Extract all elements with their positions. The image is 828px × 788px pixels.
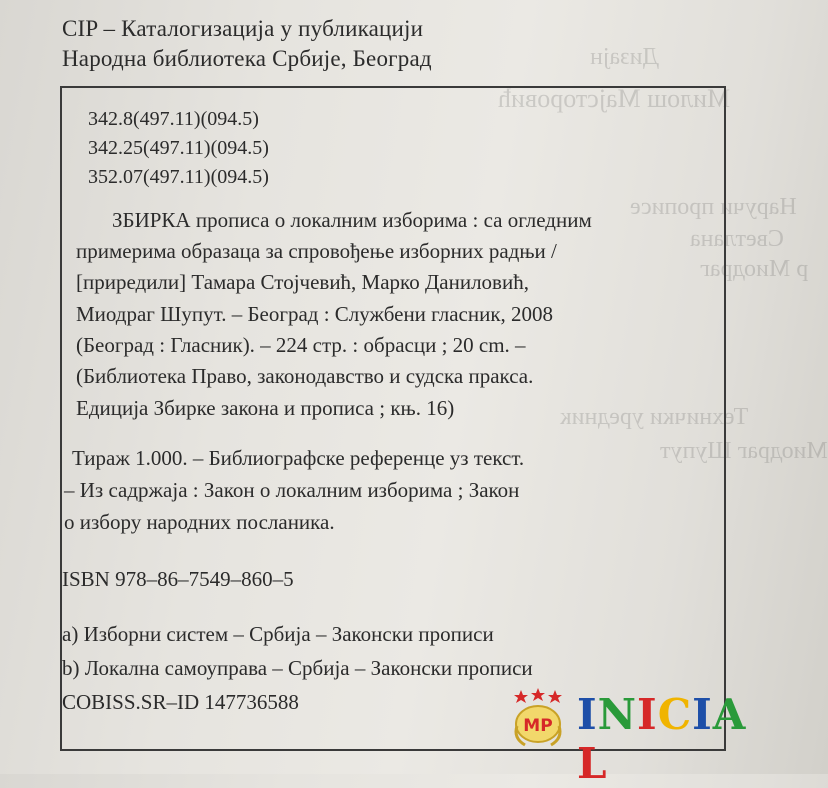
- inicial-wordmark: [577, 690, 775, 788]
- cip-header-library: Народна библиотека Србије, Београд: [62, 46, 432, 71]
- ghost-text-6: Технички уредник: [560, 404, 749, 430]
- description-line-5: (Београд : Гласник). – 224 стр. : обрасци ; 20 cm. –: [76, 333, 526, 357]
- inicial-logo: [505, 688, 775, 788]
- udc-line-3: 352.07(497.11)(094.5): [88, 166, 269, 188]
- logo-letter-1: I: [577, 690, 598, 739]
- subject-line-2: b) Локална самоуправа – Србија – Законски прописи: [62, 656, 533, 680]
- mp-badge-icon: [505, 688, 571, 748]
- notes-line-2: – Из садржаја : Закон о локалним изборима ; Закон: [64, 478, 520, 502]
- description-line-4: Миодраг Шупут. – Београд : Службени гласник, 2008: [76, 302, 554, 326]
- logo-letter-5: I: [692, 690, 713, 739]
- description-line-3: [приредили] Тамара Стојчевић, Марко Даниловић,: [76, 270, 529, 294]
- logo-letter-7: L: [577, 739, 608, 788]
- logo-letter-4: C: [657, 690, 693, 739]
- ghost-text-5: р Миодраг: [700, 256, 809, 282]
- ghost-text-2: Милош Маjсторовић: [498, 84, 731, 113]
- ghost-text-1: Дизајн: [590, 44, 659, 70]
- description-line-7: Едиција Збирке закона и прописа ; књ. 16): [76, 396, 455, 420]
- udc-line-1: 342.8(497.11)(094.5): [88, 108, 259, 130]
- logo-letter-6: A: [712, 690, 747, 739]
- cobiss-id: COBISS.SR–ID 147736588: [62, 690, 299, 714]
- udc-line-2: 342.25(497.11)(094.5): [88, 137, 269, 159]
- ghost-text-7: Миодраг Шупут: [660, 438, 828, 464]
- isbn: ISBN 978–86–7549–860–5: [62, 567, 294, 591]
- cip-header: [62, 14, 432, 74]
- notes-line-3: о избору народних посланика.: [64, 510, 335, 534]
- logo-letter-3: I: [637, 690, 658, 739]
- description-line-2: примерима образаца за спровођење изборних радњи /: [76, 239, 557, 263]
- notes-line-1: Тираж 1.000. – Библиографске референце уз текст.: [72, 446, 525, 470]
- ghost-text-3: Наручи прописе: [630, 194, 797, 220]
- ghost-text-4: Светлана: [690, 226, 784, 252]
- description-line-1: ЗБИРКА прописа о локалним изборима : са огледним: [112, 208, 592, 232]
- subject-line-1: а) Изборни систем – Србија – Законски прописи: [62, 622, 494, 646]
- cip-header-title: CIP – Каталогизација у публикацији: [62, 16, 424, 41]
- description-line-6: (Библиотека Право, законодавство и судска пракса.: [76, 364, 534, 388]
- badge-text: MP: [523, 716, 553, 736]
- logo-letter-2: N: [597, 690, 638, 739]
